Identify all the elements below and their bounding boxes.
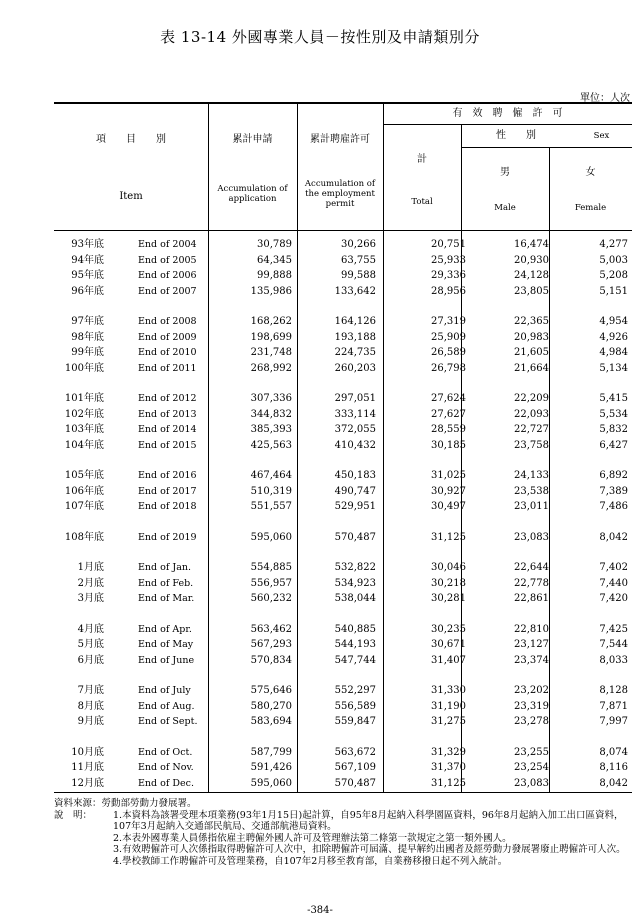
valid-total-value: 31,275 [431, 716, 466, 727]
table-row [54, 361, 632, 376]
valid-female-value: 4,954 [599, 316, 628, 327]
valid-male-value: 22,778 [514, 577, 549, 589]
table-row [54, 591, 632, 606]
valid-male-value: 22,209 [514, 393, 549, 404]
accum-permit-header-en: Accumulation of the employment permit [304, 179, 376, 209]
valid-permit-header: 有 效 聘 僱 許 可 [452, 108, 563, 119]
valid-female-value: 7,402 [599, 562, 628, 573]
accum-permit-value: 544,193 [334, 639, 376, 650]
row-label-en: End of 2018 [138, 501, 197, 512]
valid-female-value: 7,389 [599, 485, 628, 497]
page-number: -384- [307, 905, 333, 916]
valid-total-value: 30,281 [431, 593, 466, 604]
row-label-zh: 11月底 [71, 762, 104, 773]
valid-male-value: 23,083 [514, 531, 549, 543]
valid-male-value: 23,127 [514, 639, 549, 650]
table-row [54, 330, 632, 345]
row-label-en: End of Jan. [138, 562, 192, 573]
valid-male-value: 23,538 [514, 485, 549, 497]
row-label-zh: 108年底 [64, 531, 104, 543]
accum-application-value: 510,319 [250, 485, 292, 497]
row-label-zh: 104年底 [64, 439, 104, 451]
accum-application-value: 231,748 [250, 347, 292, 358]
accum-permit-value: 529,951 [334, 501, 376, 512]
accum-application-value: 563,462 [250, 623, 292, 635]
table-row [54, 407, 632, 422]
row-label-en: End of 2013 [138, 408, 197, 420]
row-label-zh: 97年底 [71, 316, 104, 327]
valid-female-value: 7,425 [599, 623, 628, 635]
notes-label: 說 明： [54, 809, 93, 821]
row-label-zh: 6月底 [77, 654, 104, 666]
table-row [54, 284, 632, 299]
table-row [54, 637, 632, 652]
row-label-en: End of Feb. [138, 577, 194, 589]
accum-permit-value: 552,297 [334, 685, 376, 696]
table-row [54, 560, 632, 575]
valid-male-value: 23,011 [514, 501, 549, 512]
row-label-zh: 99年底 [71, 347, 104, 358]
row-label-zh: 2月底 [77, 577, 104, 589]
table-row [54, 622, 632, 637]
valid-total-value: 27,624 [431, 393, 466, 404]
row-label-zh: 102年底 [64, 408, 104, 420]
table-row [54, 683, 632, 698]
valid-total-value: 31,407 [431, 654, 466, 666]
valid-female-value: 8,042 [599, 531, 628, 543]
valid-total-value: 31,125 [431, 531, 466, 543]
female-header-zh: 女 [585, 167, 596, 178]
valid-male-value: 23,374 [514, 654, 549, 666]
table-row [54, 484, 632, 499]
accum-application-value: 344,832 [250, 408, 292, 420]
row-label-en: End of Apr. [138, 623, 192, 635]
row-label-zh: 8月底 [77, 700, 104, 712]
valid-female-value: 4,984 [599, 347, 628, 358]
accum-application-value: 64,345 [257, 254, 292, 266]
valid-female-value: 8,128 [599, 685, 628, 696]
accum-permit-value: 372,055 [334, 424, 376, 435]
accum-permit-value: 99,588 [341, 270, 376, 281]
male-header-en: Male [494, 203, 516, 213]
valid-female-value: 6,427 [599, 439, 628, 451]
valid-female-value: 5,832 [599, 424, 628, 435]
page-title: 表 13-14 外國專業人員－按性別及申請類別分 [160, 28, 480, 46]
valid-male-value: 23,202 [514, 685, 549, 696]
accum-application-value: 307,336 [250, 393, 292, 404]
row-label-zh: 94年底 [71, 254, 104, 266]
row-label-en: End of 2014 [138, 424, 197, 435]
unit-label: 單位：人次 [580, 93, 630, 104]
valid-male-value: 23,319 [514, 700, 549, 712]
row-label-en: End of 2015 [138, 439, 197, 451]
table-row [54, 776, 632, 791]
table-row [54, 745, 632, 760]
valid-female-value: 5,208 [599, 270, 628, 281]
table-row [54, 499, 632, 514]
accum-application-value: 595,060 [250, 777, 292, 789]
accum-permit-value: 63,755 [341, 254, 376, 266]
accum-application-value: 385,393 [250, 424, 292, 435]
row-label-en: End of Oct. [138, 746, 193, 758]
table-row [54, 391, 632, 406]
valid-total-value: 31,330 [431, 685, 466, 696]
row-label-zh: 3月底 [77, 593, 104, 604]
table-row [54, 714, 632, 729]
accum-permit-value: 532,822 [334, 562, 376, 573]
valid-male-value: 23,278 [514, 716, 549, 727]
row-label-en: End of Sept. [138, 716, 198, 727]
accum-permit-value: 570,487 [334, 777, 376, 789]
accum-application-value: 99,888 [257, 270, 292, 281]
valid-total-value: 26,798 [431, 362, 466, 374]
row-label-en: End of Aug. [138, 700, 195, 712]
valid-female-value: 7,544 [599, 639, 628, 650]
valid-total-value: 27,319 [431, 316, 466, 327]
valid-male-value: 22,810 [514, 623, 549, 635]
valid-male-value: 23,254 [514, 762, 549, 773]
valid-total-value: 28,956 [431, 285, 466, 297]
valid-female-value: 7,997 [599, 716, 628, 727]
item-header-zh: 項 目 別 [96, 134, 166, 145]
valid-total-value: 30,671 [431, 639, 466, 650]
row-label-zh: 5月底 [77, 639, 104, 650]
row-label-en: End of 2012 [138, 393, 197, 404]
accum-permit-value: 563,672 [334, 746, 376, 758]
gender-header-zh: 性 別 [496, 130, 536, 141]
accum-permit-value: 260,203 [334, 362, 376, 374]
item-header-en: Item [119, 191, 143, 202]
valid-total-value: 30,235 [431, 623, 466, 635]
accum-permit-value: 534,923 [334, 577, 376, 589]
valid-male-value: 24,128 [514, 270, 549, 281]
gender-header-en: Sex [593, 131, 610, 141]
notes-section [54, 798, 638, 867]
valid-female-value: 5,151 [599, 285, 628, 297]
accum-permit-value: 224,735 [334, 347, 376, 358]
row-label-en: End of 2019 [138, 531, 197, 543]
table-row [54, 760, 632, 775]
valid-total-value: 29,336 [431, 270, 466, 281]
valid-female-value: 4,926 [599, 331, 628, 343]
valid-total-value: 28,559 [431, 424, 466, 435]
note-item: 4.學校教師工作聘僱許可及管理業務，自107年2月移至教育部，自業務移撥日起不列入統計。 [113, 855, 508, 867]
table-bottom-rule [54, 792, 632, 793]
table-row [54, 653, 632, 668]
valid-total-value: 20,751 [431, 239, 466, 250]
valid-female-value: 7,486 [599, 501, 628, 512]
table-row [54, 314, 632, 329]
accum-permit-value: 30,266 [341, 239, 376, 250]
valid-total-value: 30,046 [431, 562, 466, 573]
accum-permit-value: 297,051 [334, 393, 376, 404]
female-header-en: Female [574, 203, 607, 213]
row-label-en: End of 2005 [138, 254, 197, 266]
row-label-en: End of May [138, 639, 194, 650]
row-label-zh: 7月底 [77, 685, 104, 696]
accum-permit-value: 410,432 [334, 439, 376, 451]
notes-list [54, 810, 638, 868]
row-label-zh: 96年底 [71, 285, 104, 297]
valid-total-value: 30,927 [431, 485, 466, 497]
row-label-zh: 95年底 [71, 270, 104, 281]
total-header-zh: 計 [417, 154, 427, 165]
valid-male-value: 22,365 [514, 316, 549, 327]
table-row [54, 576, 632, 591]
row-label-zh: 107年底 [64, 501, 104, 512]
row-label-zh: 1月底 [77, 562, 104, 573]
header-bottom-rule [54, 230, 632, 231]
row-label-en: End of 2006 [138, 270, 197, 281]
table-top-rule [54, 102, 632, 104]
accum-permit-value: 567,109 [334, 762, 376, 773]
valid-male-value: 23,255 [514, 746, 549, 758]
table-row [54, 530, 632, 545]
row-label-en: End of 2008 [138, 316, 197, 327]
table-row [54, 468, 632, 483]
note-item: 3.有效聘僱許可人次係指取得聘僱許可人次中，扣除聘僱許可屆滿、提早解約出國者及經勞動力發展署廢止聘僱許可人次。 [113, 844, 626, 855]
accum-permit-value: 559,847 [334, 716, 376, 727]
accum-application-value: 587,799 [250, 746, 292, 758]
row-label-en: End of 2016 [138, 470, 197, 481]
valid-total-value: 31,190 [431, 700, 466, 712]
row-label-zh: 100年底 [64, 362, 104, 374]
table-row [54, 345, 632, 360]
row-label-en: End of 2009 [138, 331, 197, 343]
accum-permit-value: 556,589 [334, 700, 376, 712]
table-row [54, 253, 632, 268]
valid-male-value: 22,093 [514, 408, 549, 420]
valid-total-value: 31,025 [431, 470, 466, 481]
row-label-en: End of Mar. [138, 593, 195, 604]
accum-application-value: 580,270 [250, 700, 292, 712]
accum-app-header-zh: 累計申請 [232, 134, 273, 145]
row-label-en: End of 2007 [138, 285, 197, 297]
total-header-en: Total [411, 197, 433, 207]
row-label-zh: 12月底 [71, 777, 104, 789]
valid-male-value: 21,664 [514, 362, 549, 374]
row-label-zh: 9月底 [77, 716, 104, 727]
valid-female-value: 8,074 [599, 746, 628, 758]
valid-female-value: 8,033 [599, 654, 628, 666]
accum-application-value: 595,060 [250, 531, 292, 543]
accum-permit-value: 570,487 [334, 531, 376, 543]
row-label-en: End of Dec. [138, 777, 194, 789]
accum-permit-header-zh: 累計聘雇許可 [310, 134, 370, 145]
valid-total-value: 30,185 [431, 439, 466, 451]
valid-total-value: 30,218 [431, 577, 466, 589]
accum-application-value: 554,885 [250, 562, 292, 573]
table-row [54, 422, 632, 437]
row-label-zh: 98年底 [71, 331, 104, 343]
valid-male-value: 21,605 [514, 347, 549, 358]
valid-female-value: 5,003 [599, 254, 628, 266]
valid-male-value: 22,861 [514, 593, 549, 604]
male-header-zh: 男 [500, 167, 510, 178]
valid-female-value: 7,420 [599, 593, 628, 604]
valid-total-value: 31,329 [431, 746, 466, 758]
valid-header-rule [383, 124, 632, 125]
accum-permit-value: 333,114 [334, 408, 376, 420]
row-label-en: End of 2011 [138, 362, 197, 374]
valid-male-value: 22,644 [514, 562, 549, 573]
accum-application-value: 198,699 [250, 331, 292, 343]
accum-application-value: 560,232 [250, 593, 292, 604]
accum-permit-value: 133,642 [334, 285, 376, 297]
valid-total-value: 25,933 [431, 254, 466, 266]
valid-total-value: 26,589 [431, 347, 466, 358]
accum-permit-value: 547,744 [334, 654, 376, 666]
row-label-zh: 10月底 [71, 746, 104, 758]
table-row [54, 699, 632, 714]
valid-total-value: 31,125 [431, 777, 466, 789]
accum-permit-value: 193,188 [334, 331, 376, 343]
accum-application-value: 30,789 [257, 239, 292, 250]
row-label-zh: 4月底 [77, 623, 104, 635]
accum-permit-value: 164,126 [334, 316, 376, 327]
accum-permit-value: 490,747 [334, 485, 376, 497]
valid-male-value: 23,758 [514, 439, 549, 451]
accum-app-header-en: Accumulation of application [217, 184, 288, 204]
valid-total-value: 25,909 [431, 331, 466, 343]
accum-application-value: 570,834 [250, 654, 292, 666]
accum-permit-value: 540,885 [334, 623, 376, 635]
valid-female-value: 8,042 [599, 777, 628, 789]
valid-female-value: 7,871 [599, 700, 628, 712]
valid-female-value: 7,440 [599, 577, 628, 589]
row-label-en: End of 2010 [138, 347, 197, 358]
accum-application-value: 556,957 [250, 577, 292, 589]
accum-application-value: 551,557 [250, 501, 292, 512]
row-label-zh: 106年底 [64, 485, 104, 497]
accum-application-value: 575,646 [250, 685, 292, 696]
row-label-zh: 101年底 [64, 393, 104, 404]
accum-application-value: 583,694 [250, 716, 292, 727]
valid-female-value: 5,415 [599, 393, 628, 404]
valid-female-value: 4,277 [599, 239, 628, 250]
accum-application-value: 425,563 [250, 439, 292, 451]
notes-source: 資料來源：勞動部勞動力發展署。 [54, 798, 197, 809]
valid-female-value: 8,116 [599, 762, 628, 773]
valid-female-value: 5,134 [599, 362, 628, 374]
table-row [54, 268, 632, 283]
valid-male-value: 23,083 [514, 777, 549, 789]
table-row [54, 438, 632, 453]
row-label-en: End of 2004 [138, 239, 197, 250]
accum-application-value: 591,426 [250, 762, 292, 773]
valid-male-value: 20,983 [514, 331, 549, 343]
valid-female-value: 6,892 [599, 470, 628, 481]
valid-total-value: 31,370 [431, 762, 466, 773]
gender-header-rule [461, 147, 632, 148]
valid-male-value: 24,133 [514, 470, 549, 481]
accum-permit-value: 538,044 [334, 593, 376, 604]
row-label-zh: 103年底 [64, 424, 104, 435]
note-item: 1.本資料為該署受理本項業務(93年1月15日)起計算，自95年8月起納入科學園區資料，96年8月起納入加工出口區資料，107年3月起納入交通部民航局、交通部航港局資料。 [113, 809, 624, 832]
accum-application-value: 268,992 [250, 362, 292, 374]
valid-total-value: 30,497 [431, 501, 466, 512]
table-row [54, 237, 632, 252]
valid-male-value: 20,930 [514, 254, 549, 266]
valid-total-value: 27,627 [431, 408, 466, 420]
row-label-zh: 93年底 [71, 239, 104, 250]
accum-application-value: 567,293 [250, 639, 292, 650]
accum-permit-value: 450,183 [334, 470, 376, 481]
valid-male-value: 16,474 [514, 239, 549, 250]
valid-female-value: 5,534 [599, 408, 628, 420]
row-label-en: End of 2017 [138, 485, 197, 497]
row-label-zh: 105年底 [64, 470, 104, 481]
row-label-en: End of July [138, 685, 191, 696]
accum-application-value: 135,986 [250, 285, 292, 297]
accum-application-value: 467,464 [250, 470, 292, 481]
accum-application-value: 168,262 [250, 316, 292, 327]
valid-male-value: 22,727 [514, 424, 549, 435]
valid-male-value: 23,805 [514, 285, 549, 297]
note-item: 2.本表外國專業人員係指依雇主聘僱外國人許可及管理辦法第二條第一款規定之第一類外國人。 [113, 832, 512, 844]
row-label-en: End of Nov. [138, 762, 194, 773]
row-label-en: End of June [138, 654, 195, 666]
